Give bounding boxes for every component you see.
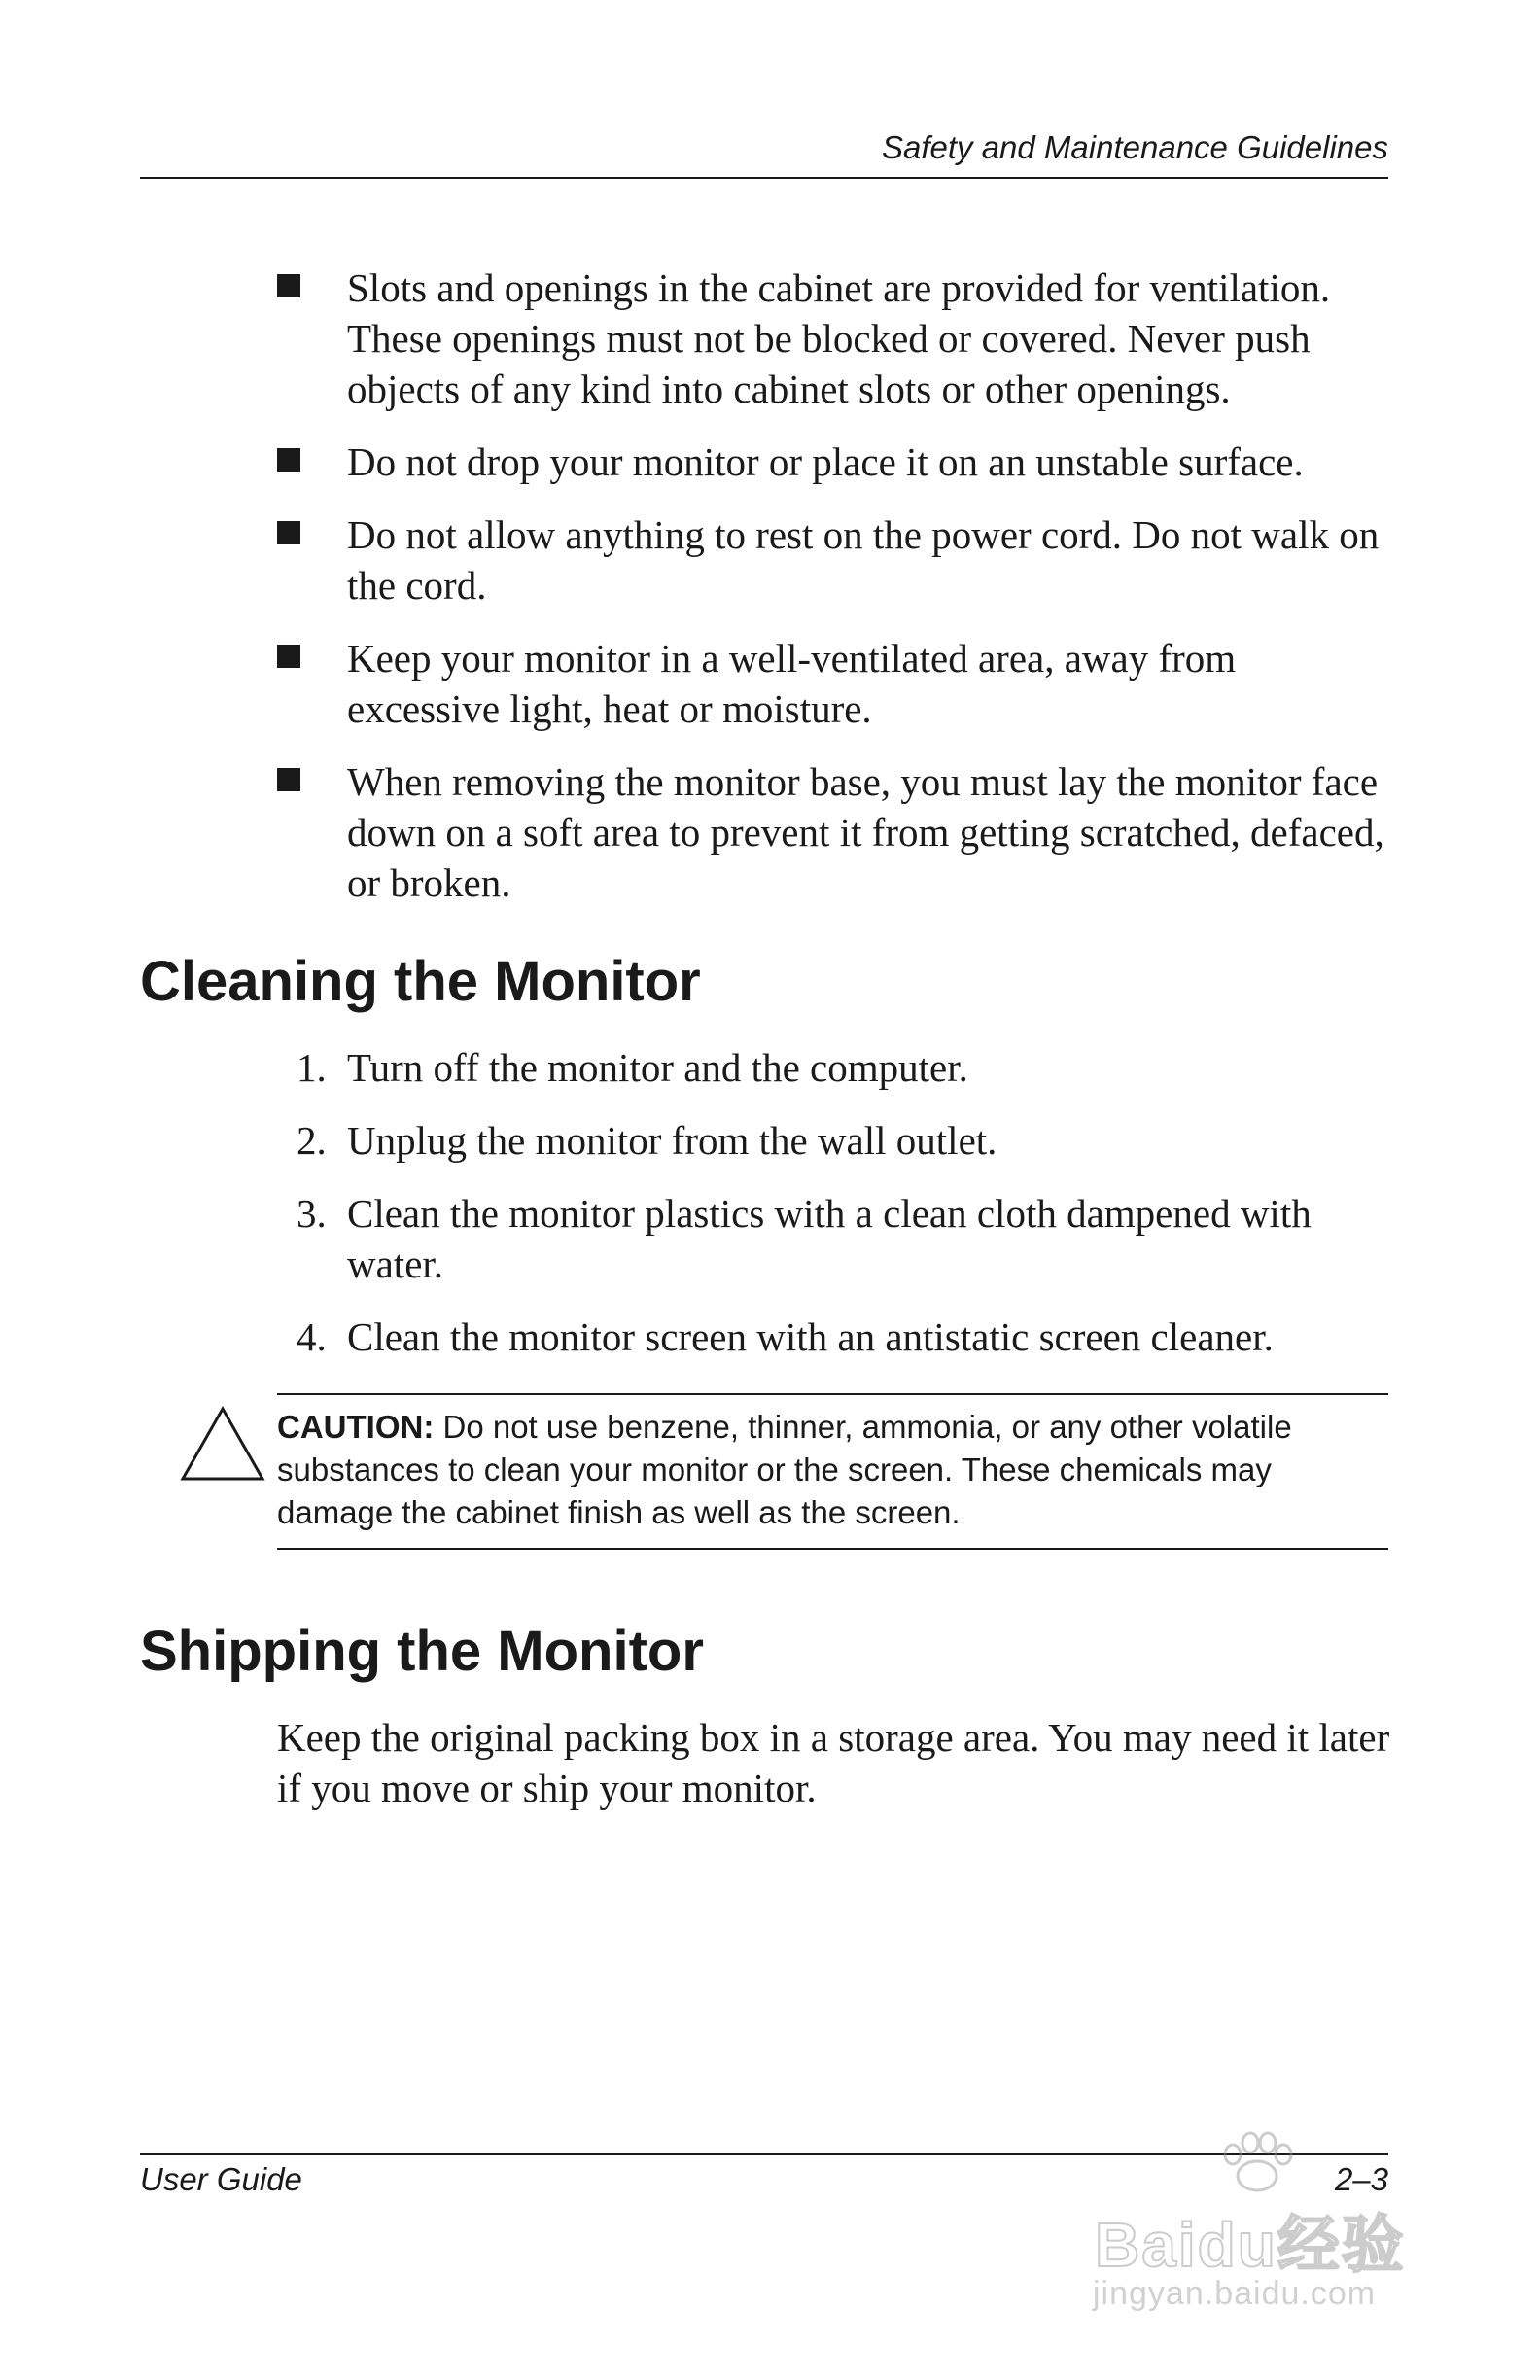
bullet-item	[277, 509, 1390, 611]
step-number: 4.	[297, 1314, 327, 1359]
square-bullet-icon	[277, 274, 300, 298]
square-bullet-icon	[277, 645, 300, 668]
cleaning-steps-list	[277, 1042, 1390, 1384]
caution-bottom-rule	[277, 1548, 1388, 1550]
step-text: Clean the monitor plastics with a clean cloth dampened with water.	[347, 1191, 1312, 1286]
bullet-item	[277, 437, 1390, 487]
step-item	[277, 1115, 1390, 1166]
watermark-brand: Baidu经验	[1095, 2210, 1406, 2280]
step-item	[277, 1312, 1390, 1362]
bullet-text: Do not drop your monitor or place it on an unstable surface.	[347, 439, 1304, 484]
watermark-url: jingyan.baidu.com	[1093, 2275, 1377, 2312]
shipping-heading: Shipping the Monitor	[140, 1620, 704, 1683]
step-item	[277, 1042, 1390, 1093]
page-number: 2–3	[1334, 2161, 1388, 2197]
caution-label: CAUTION:	[277, 1409, 435, 1445]
square-bullet-icon	[277, 768, 300, 791]
step-number: 1.	[297, 1045, 327, 1090]
step-text: Turn off the monitor and the computer.	[347, 1045, 968, 1090]
footer-doc-title: User Guide	[140, 2161, 302, 2197]
bullet-text: Do not allow anything to rest on the power cord. Do not walk on the cord.	[347, 512, 1380, 608]
step-text: Unplug the monitor from the wall outlet.	[347, 1118, 998, 1163]
caution-top-rule	[277, 1393, 1388, 1395]
bullet-text: Keep your monitor in a well-ventilated area, away from excessive light, heat or moisture.	[347, 636, 1237, 731]
step-item	[277, 1188, 1390, 1289]
bullet-item	[277, 633, 1390, 734]
running-header: Safety and Maintenance Guidelines	[881, 129, 1388, 165]
caution-note	[277, 1406, 1385, 1534]
step-number: 2.	[297, 1118, 327, 1163]
bullet-text: Slots and openings in the cabinet are provided for ventilation. These openings must not be blocked or covered. Never push objects of any kind into cabinet slots or other openings.	[347, 265, 1331, 411]
step-text: Clean the monitor screen with an antistatic screen cleaner.	[347, 1314, 1274, 1359]
square-bullet-icon	[277, 448, 300, 472]
caution-text: Do not use benzene, thinner, ammonia, or any other volatile substances to clean your monitor or the screen. These chemicals may damage the cabinet finish as well as the screen.	[277, 1409, 1292, 1530]
baidu-watermark	[1087, 2129, 1439, 2337]
bullet-text: When removing the monitor base, you must lay the monitor face down on a soft area to prevent it from getting scratched, defaced, or broken.	[347, 759, 1384, 905]
bullet-item	[277, 756, 1390, 908]
paw-icon	[1204, 2129, 1311, 2197]
safety-bullet-list	[277, 262, 1390, 930]
shipping-paragraph: Keep the original packing box in a storage area. You may need it later if you move or ship your monitor.	[277, 1715, 1390, 1810]
square-bullet-icon	[277, 521, 300, 544]
bullet-item	[277, 262, 1390, 414]
step-number: 3.	[297, 1191, 327, 1236]
cleaning-heading: Cleaning the Monitor	[140, 950, 701, 1013]
header-rule	[140, 177, 1388, 179]
caution-triangle-icon	[179, 1405, 266, 1483]
